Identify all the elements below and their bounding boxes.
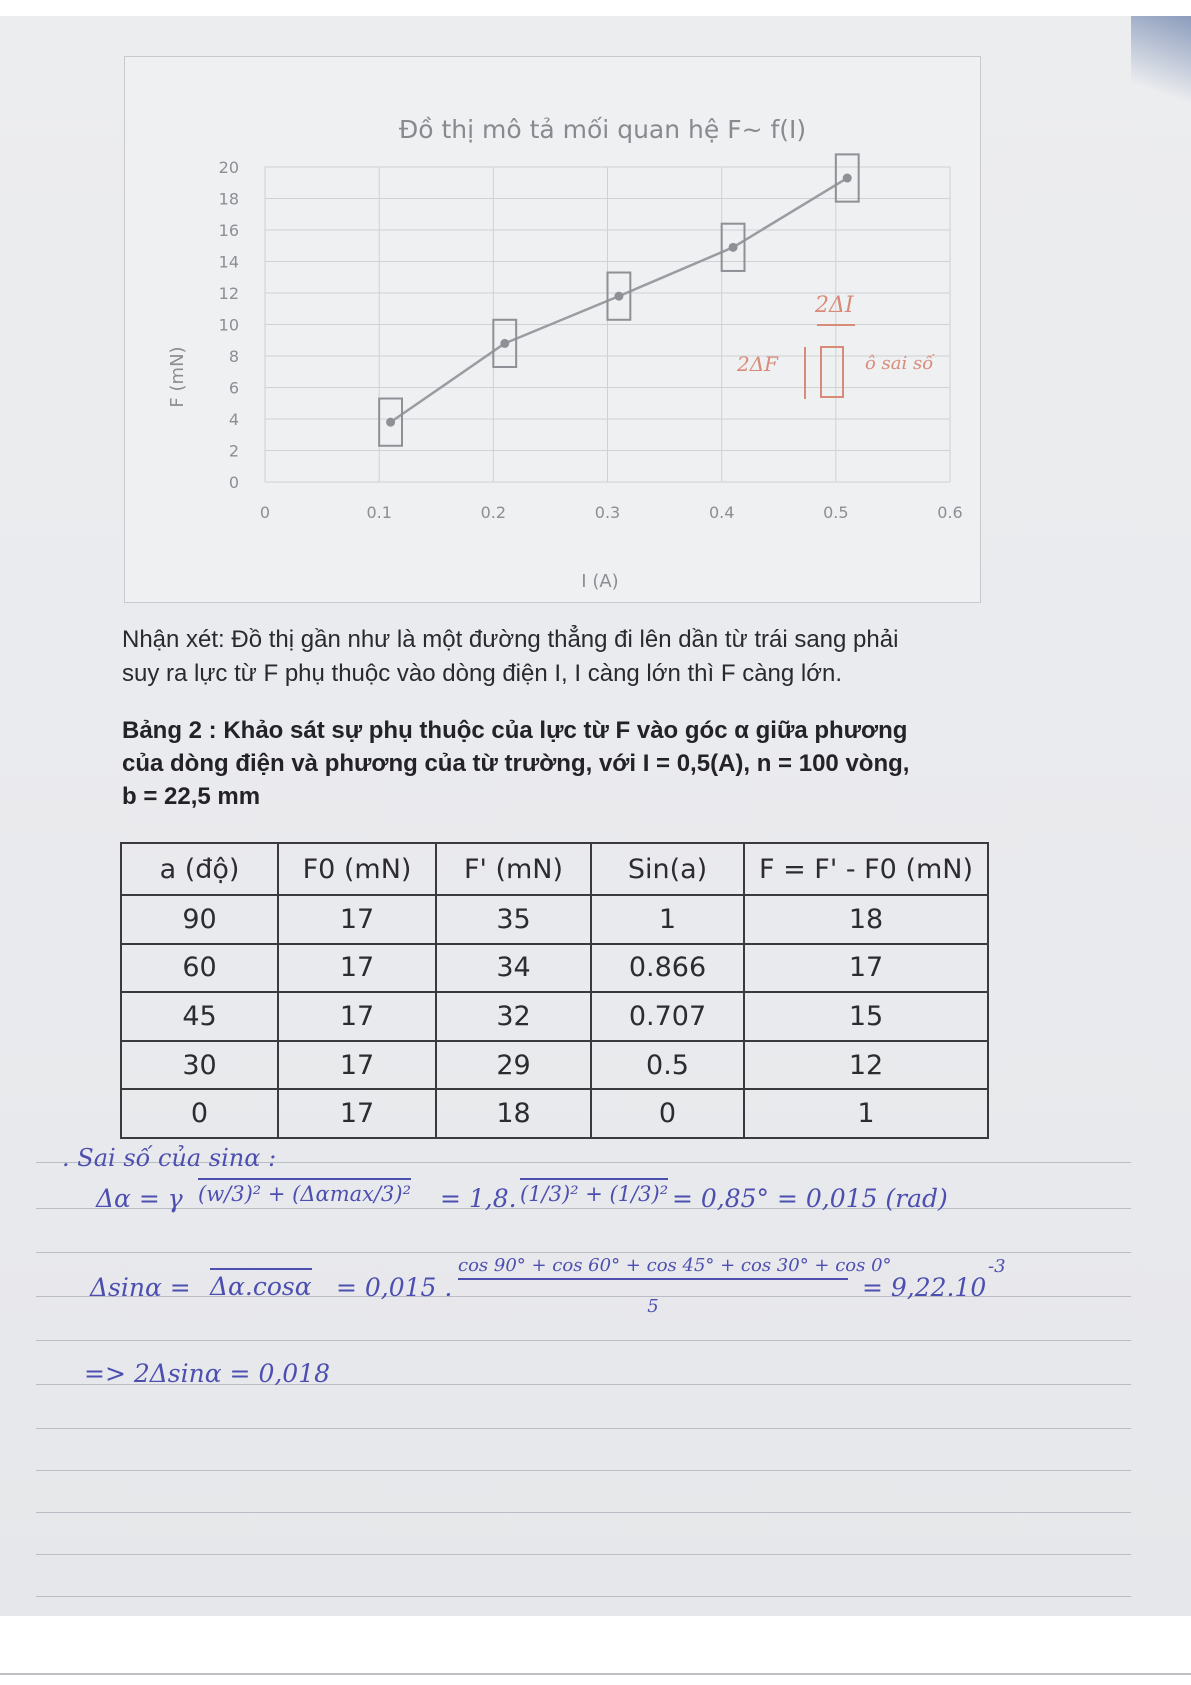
y-tick-label: 4 <box>228 410 239 429</box>
table-cell: 1 <box>591 895 744 944</box>
legend-dF-label: 2ΔF <box>737 352 779 376</box>
table-cell: 0.5 <box>591 1041 744 1090</box>
y-tick-label: 14 <box>218 252 239 272</box>
table-cell: 17 <box>278 944 436 993</box>
y-tick-label: 18 <box>218 189 239 209</box>
y-tick-label: 2 <box>228 441 239 461</box>
hw-eq2-numerator: cos 90° + cos 60° + cos 45° + cos 30° + cos 0° <box>458 1255 848 1280</box>
x-tick-label: 0.4 <box>708 503 735 522</box>
table-header-row <box>121 843 988 895</box>
y-tick-label: 10 <box>218 315 239 335</box>
table-row <box>121 1041 988 1090</box>
table-cell: 30 <box>121 1041 278 1090</box>
data-point <box>843 174 852 183</box>
table-cell: 29 <box>436 1041 591 1090</box>
y-tick-label: 8 <box>228 347 239 366</box>
data-point <box>614 292 623 301</box>
col-header-sin: Sin(a) <box>591 843 744 895</box>
ruled-line <box>36 1208 1131 1209</box>
table-cell: 0.866 <box>591 944 744 993</box>
ruled-line <box>36 1470 1131 1471</box>
x-axis-label: I (A) <box>581 571 619 592</box>
observation-line-1: Nhận xét: Đồ thị gần như là một đường thẳng đi lên dần từ trái sang phải <box>122 626 899 653</box>
table-cell: 0 <box>591 1089 744 1138</box>
hw-eq1-sqrt2: (1/3)² + (1/3)² <box>520 1178 668 1206</box>
table-2 <box>120 842 989 1139</box>
table-cell: 60 <box>121 944 278 993</box>
x-tick-label: 0.1 <box>366 503 392 522</box>
x-tick-label: 0 <box>259 503 271 522</box>
col-header-f: F = F' - F0 (mN) <box>744 843 988 895</box>
hw-eq1-mid: = 1,8. <box>440 1184 517 1213</box>
hw-eq2-right: = 9,22.10 <box>862 1273 987 1302</box>
ruled-line <box>36 1428 1131 1429</box>
table-cell: 18 <box>436 1089 591 1138</box>
ruled-line <box>36 1252 1131 1253</box>
table-2-title <box>122 714 1052 813</box>
x-tick-label: 0.3 <box>594 503 621 522</box>
hw-eq2-denominator: 5 <box>647 1296 659 1317</box>
table-row <box>121 1089 988 1138</box>
table-cell: 17 <box>278 1089 436 1138</box>
y-tick-label: 16 <box>218 221 239 240</box>
y-tick-label: 20 <box>218 158 239 177</box>
ruled-line <box>36 1512 1131 1513</box>
data-point <box>729 243 738 252</box>
ruled-line <box>36 1596 1131 1597</box>
x-tick-label: 0.6 <box>937 503 963 522</box>
table-cell: 17 <box>744 944 988 993</box>
table-cell: 45 <box>121 992 278 1041</box>
hw-heading: . Sai số của sinα : <box>62 1144 277 1172</box>
data-point <box>500 339 509 348</box>
table-2-title-line-3: b = 22,5 mm <box>122 783 261 810</box>
y-tick-label: 0 <box>228 473 239 492</box>
ruled-line <box>36 1340 1131 1341</box>
hw-eq1-left: Δα = γ <box>96 1184 183 1213</box>
y-tick-label: 12 <box>218 284 239 303</box>
observation-text <box>122 623 1062 691</box>
legend-error-cell-label: ô sai số <box>865 353 934 374</box>
x-tick-label: 0.2 <box>480 503 507 522</box>
table-cell: 1 <box>744 1089 988 1138</box>
col-header-f0: F0 (mN) <box>278 843 436 895</box>
hw-eq2-left: Δsinα = <box>90 1273 191 1302</box>
chart-frame <box>124 56 981 603</box>
table-cell: 18 <box>744 895 988 944</box>
col-header-fprime: F' (mN) <box>436 843 591 895</box>
y-axis-label: F (mN) <box>167 346 188 408</box>
table-row <box>121 992 988 1041</box>
table-cell: 34 <box>436 944 591 993</box>
table-cell: 12 <box>744 1041 988 1090</box>
hw-eq3: => 2Δsinα = 0,018 <box>84 1359 331 1388</box>
hw-eq2-exponent: -3 <box>988 1256 1006 1277</box>
table-row <box>121 944 988 993</box>
table-cell: 15 <box>744 992 988 1041</box>
force-current-chart <box>125 57 980 602</box>
table-cell: 17 <box>278 895 436 944</box>
hw-eq2-mid: = 0,015 . <box>336 1273 453 1302</box>
hw-eq2-bar: Δα.cosα <box>210 1268 312 1301</box>
data-point <box>386 418 395 427</box>
table-cell: 0.707 <box>591 992 744 1041</box>
table-cell: 90 <box>121 895 278 944</box>
legend-dI-label: 2ΔI <box>815 293 854 318</box>
table-cell: 32 <box>436 992 591 1041</box>
hw-eq1-right: = 0,85° = 0,015 (rad) <box>672 1184 948 1213</box>
ruled-line <box>36 1554 1131 1555</box>
table-2-title-line-2: của dòng điện và phương của từ trường, với I = 0,5(A), n = 100 vòng, <box>122 750 910 777</box>
table-row <box>121 895 988 944</box>
table-cell: 17 <box>278 1041 436 1090</box>
page-bottom-strip <box>0 1616 1191 1685</box>
hw-eq1-sqrt: (w/3)² + (Δαmax/3)² <box>198 1178 411 1206</box>
y-tick-label: 6 <box>228 378 239 398</box>
col-header-angle: a (độ) <box>121 843 278 895</box>
observation-line-2: suy ra lực từ F phụ thuộc vào dòng điện I, I càng lớn thì F càng lớn. <box>122 660 842 687</box>
paper-sheet <box>0 16 1191 1616</box>
table-2-title-line-1: Bảng 2 : Khảo sát sự phụ thuộc của lực từ F vào góc α giữa phương <box>122 717 908 744</box>
table-cell: 0 <box>121 1089 278 1138</box>
table-cell: 17 <box>278 992 436 1041</box>
chart-title: Đồ thị mô tả mối quan hệ F~ f(I) <box>398 115 807 144</box>
table-cell: 35 <box>436 895 591 944</box>
x-tick-label: 0.5 <box>823 503 849 522</box>
